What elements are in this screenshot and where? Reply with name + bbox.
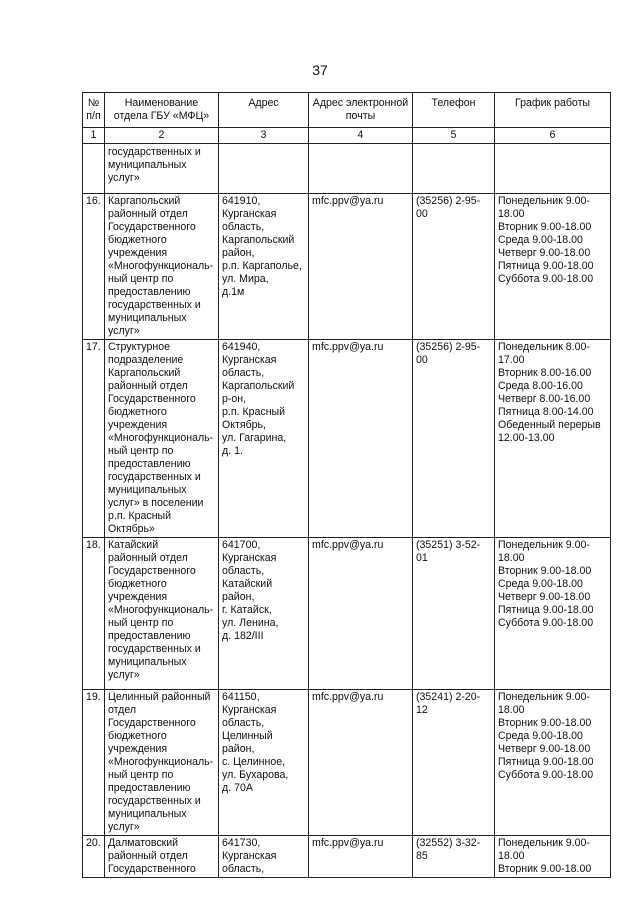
table-row <box>83 836 611 878</box>
email: mfc.ppv@ya.ru <box>309 194 413 340</box>
header-address: Адрес <box>219 93 309 128</box>
row-number <box>83 144 105 194</box>
schedule: Понедельник 8.00- 17.00 Вторник 8.00-16.00 Среда 8.00-16.00 Четверг 8.00-16.00 Пятница 8.00-14.00 Обеденный перерыв 12.00-13.00 <box>495 340 611 538</box>
department-name: Каргапольский районный отдел Государственного бюджетного учреждения «Многофункциональ- ный центр по предоставлению государственных и муниципальных услуг» <box>105 194 219 340</box>
column-number: 4 <box>309 128 413 144</box>
phone: (35241) 2-20- 12 <box>413 690 495 836</box>
schedule <box>495 144 611 194</box>
row-number: 20. <box>83 836 105 878</box>
address: 641700, Курганская область, Катайский район, г. Катайск, ул. Ленина, д. 182/III <box>219 538 309 690</box>
column-number: 6 <box>495 128 611 144</box>
email: mfc.ppv@ya.ru <box>309 340 413 538</box>
schedule: Понедельник 9.00- 18.00 Вторник 9.00-18.00 Среда 9.00-18.00 Четверг 9.00-18.00 Пятница 9.00-18.00 Суббота 9.00-18.00 <box>495 194 611 340</box>
department-name: Далматовский районный отдел Государственного <box>105 836 219 878</box>
row-number: 16. <box>83 194 105 340</box>
address: 641940, Курганская область, Каргапольский р-он, р.п. Красный Октябрь, ул. Гагарина, д. 1. <box>219 340 309 538</box>
phone <box>413 144 495 194</box>
table-row <box>83 538 611 690</box>
email: mfc.ppv@ya.ru <box>309 538 413 690</box>
column-number: 2 <box>105 128 219 144</box>
phone: (35256) 2-95- 00 <box>413 340 495 538</box>
address <box>219 144 309 194</box>
department-name: Структурное подразделение Каргапольский районный отдел Государственного бюджетного учреждения «Многофункциональ- ный центр по предоставлению государственных и муниципальных услуг» в поселении р.п. Красный Октябрь» <box>105 340 219 538</box>
header-number: № п/п <box>83 93 105 128</box>
column-number: 1 <box>83 128 105 144</box>
header-row <box>83 93 611 128</box>
schedule: Понедельник 9.00- 18.00 Вторник 9.00-18.00 Среда 9.00-18.00 Четверг 9.00-18.00 Пятница 9.00-18.00 Суббота 9.00-18.00 <box>495 538 611 690</box>
address: 641730, Курганская область, <box>219 836 309 878</box>
row-number: 17. <box>83 340 105 538</box>
schedule: Понедельник 9.00- 18.00 Вторник 9.00-18.00 Среда 9.00-18.00 Четверг 9.00-18.00 Пятница 9.00-18.00 Суббота 9.00-18.00 <box>495 690 611 836</box>
page-number: 37 <box>312 62 328 78</box>
phone: (32552) 3-32- 85 <box>413 836 495 878</box>
table-row <box>83 194 611 340</box>
mfc-departments-table <box>82 92 611 878</box>
phone: (35251) 3-52- 01 <box>413 538 495 690</box>
department-name: государственных и муниципальных услуг» <box>105 144 219 194</box>
department-name: Целинный районный отдел Государственного бюджетного учреждения «Многофункциональ- ный центр по предоставлению государственных и муниципальных услуг» <box>105 690 219 836</box>
address: 641910, Курганская область, Каргапольский район, р.п. Каргаполье, ул. Мира, д.1м <box>219 194 309 340</box>
header-name: Наименование отдела ГБУ «МФЦ» <box>105 93 219 128</box>
continuation-row <box>83 144 611 194</box>
row-number: 18. <box>83 538 105 690</box>
table-row <box>83 690 611 836</box>
department-name: Катайский районный отдел Государственного бюджетного учреждения «Многофункциональ- ный центр по предоставлению государственных и муниципальных услуг» <box>105 538 219 690</box>
column-number-row <box>83 128 611 144</box>
header-email: Адрес электронной почты <box>309 93 413 128</box>
column-number: 3 <box>219 128 309 144</box>
column-number: 5 <box>413 128 495 144</box>
table-row <box>83 340 611 538</box>
header-schedule: График работы <box>495 93 611 128</box>
email <box>309 144 413 194</box>
email: mfc.ppv@ya.ru <box>309 836 413 878</box>
phone: (35256) 2-95- 00 <box>413 194 495 340</box>
row-number: 19. <box>83 690 105 836</box>
address: 641150, Курганская область, Целинный район, с. Целинное, ул. Бухарова, д. 70А <box>219 690 309 836</box>
schedule: Понедельник 9.00- 18.00 Вторник 9.00-18.00 <box>495 836 611 878</box>
header-phone: Телефон <box>413 93 495 128</box>
email: mfc.ppv@ya.ru <box>309 690 413 836</box>
